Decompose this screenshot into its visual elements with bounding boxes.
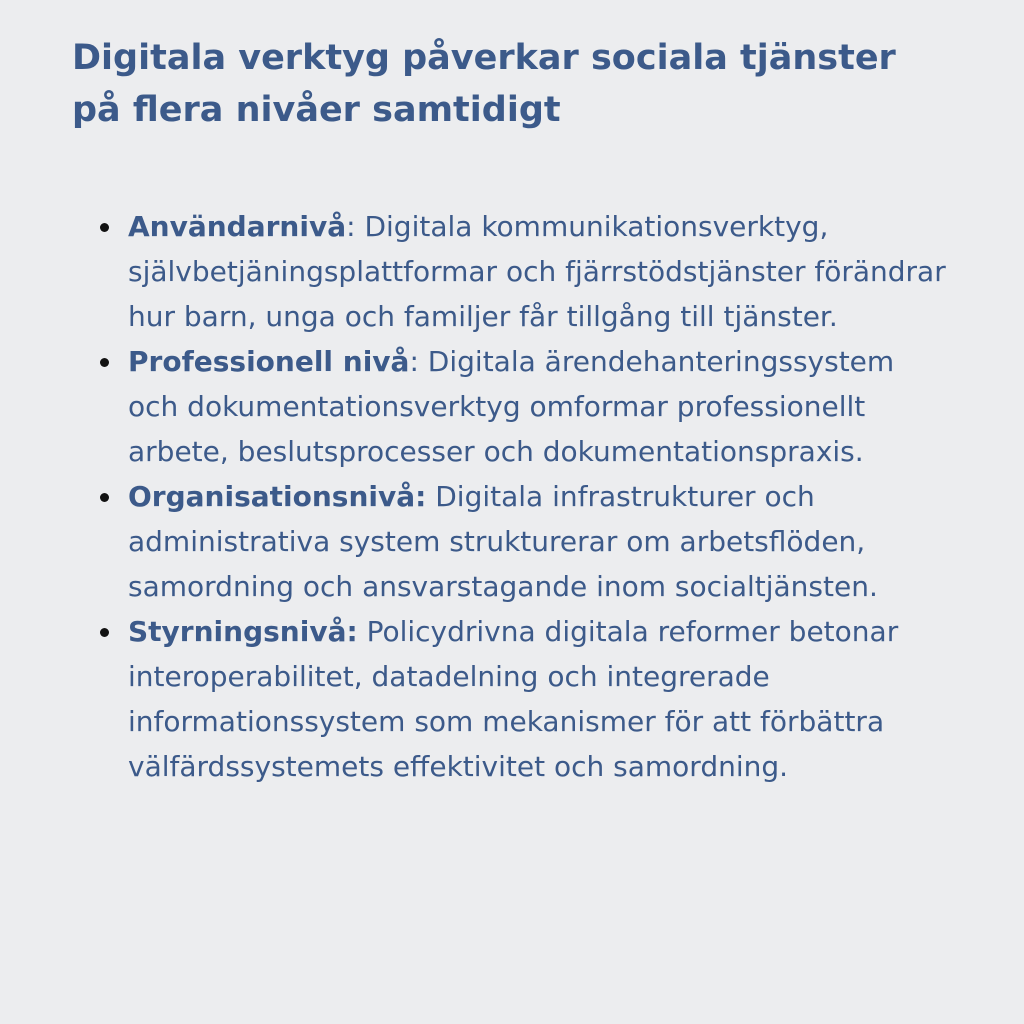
item-text: Digitala infrastrukturer och administrativa system strukturerar om arbetsflöden, samordning och ansvarstagande inom socialtjänsten. (128, 480, 878, 603)
item-term: Organisationsnivå: (128, 480, 427, 513)
bullet-dot-icon (100, 223, 109, 232)
bullet-dot-icon (100, 358, 109, 367)
page-title: Digitala verktyg påverkar sociala tjänster på flera nivåer samtidigt (72, 38, 896, 130)
item-term: Professionell nivå (128, 345, 410, 378)
item-separator: : (409, 345, 428, 378)
item-text: Digitala kommunikationsverktyg, självbetjäningsplattformar och fjärrstödstjänster förändrar hur barn, unga och familjer får tillgång till tjänster. (128, 210, 946, 333)
item-separator (358, 615, 367, 648)
bullet-dot-icon (100, 628, 109, 637)
item-text: Digitala ärendehanteringssystem och dokumentationsverktyg omformar professionellt arbete, beslutsprocesser och dokumentationspraxis. (128, 345, 895, 468)
bullet-dot-icon (100, 493, 109, 502)
list-item-professional-level (128, 339, 952, 474)
item-text: Policydrivna digitala reformer betonar interoperabilitet, datadelning och integrerade informationssystem som mekanismer för att förbättra välfärdssystemets effektivitet och samordning. (128, 615, 899, 783)
list-item-user-level (128, 204, 952, 339)
item-separator (426, 480, 435, 513)
level-list (72, 204, 952, 789)
list-item-governance-level (128, 609, 952, 789)
item-term: Styrningsnivå: (128, 615, 358, 648)
list-item-organisation-level (128, 474, 952, 609)
item-separator: : (346, 210, 365, 243)
item-term: Användarnivå (128, 210, 347, 243)
